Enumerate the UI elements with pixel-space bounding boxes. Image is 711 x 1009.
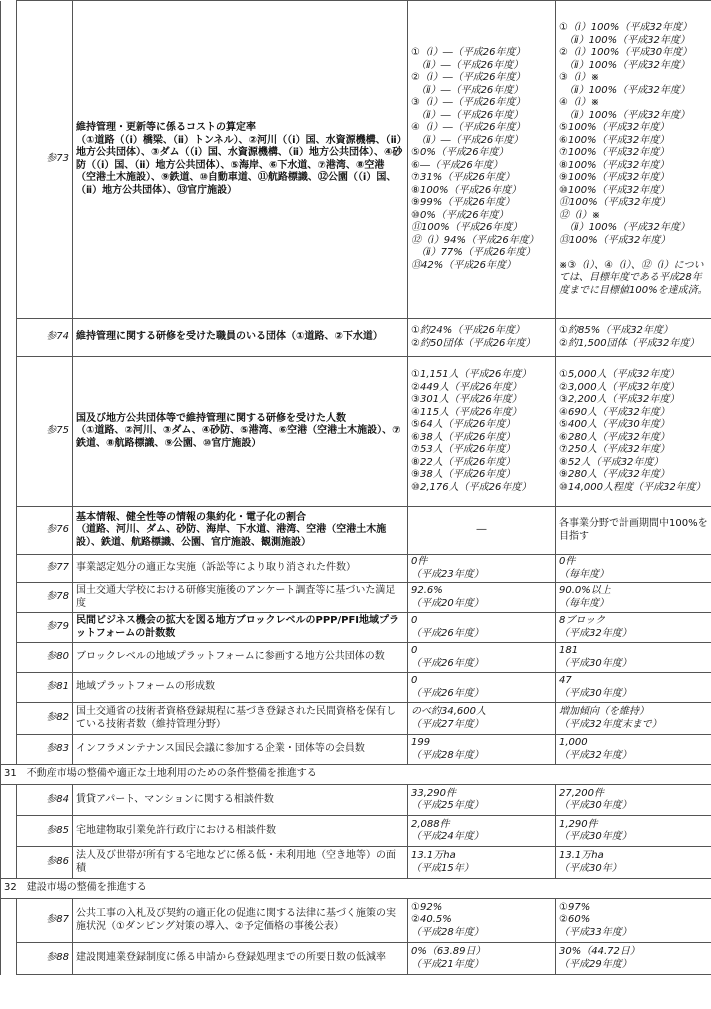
current-value: 92.6% （平成20年度） (408, 583, 556, 613)
item-description: 地域プラットフォームの形成数 (73, 673, 408, 703)
section-row (1, 765, 711, 785)
current-value: 0 （平成26年度） (408, 673, 556, 703)
item-description: 民間ビジネス機会の拡大を図る地方ブロックレベルのPPP/PFI地域プラットフォームの計数数 (73, 613, 408, 643)
current-value: 199 （平成28年度） (408, 735, 556, 765)
current-value: 13.1万ha （平成15年） (408, 847, 556, 879)
table-row (1, 785, 711, 816)
section-title: 31 不動産市場の整備や適正な土地利用のための条件整備を推進する (1, 765, 711, 785)
table-row (1, 899, 711, 943)
indent-cell (1, 943, 17, 975)
indent-cell (1, 613, 17, 643)
item-description: 事業認定処分の適正な実施（訴訟等により取り消された件数） (73, 555, 408, 583)
table-row (1, 943, 711, 975)
item-description-detail: （道路、河川、ダム、砂防、海岸、下水道、港湾、空港（空港土木施設）、鉄道、航路標識、公園、官庁施設、観測施設） (76, 524, 387, 548)
item-number: 参80 (17, 643, 73, 673)
target-value: ①5,000人（平成32年度） ②3,000人（平成32年度） ③2,200人（平成32年度） ④690人（平成32年度） ⑤400人（平成30年度） ⑥280人（平成32年度） ⑦250人（平成32年度） ⑧52人（平成32年度） ⑨280人（平成32年度） ⑩14,000人程度（平成32年度） (556, 357, 711, 507)
target-value: ①約85%（平成32年度） ②約1,500団体（平成32年度） (556, 319, 711, 357)
section-title: 32 建設市場の整備を推進する (1, 879, 711, 899)
indent-cell (1, 703, 17, 735)
item-number: 参81 (17, 673, 73, 703)
indent-cell (1, 319, 17, 357)
current-value: のべ約34,600人 （平成27年度） (408, 703, 556, 735)
indent-cell (1, 555, 17, 583)
item-number: 参77 (17, 555, 73, 583)
indent-cell (1, 643, 17, 673)
target-value: ①97% ②60% （平成33年度） (556, 899, 711, 943)
item-number: 参79 (17, 613, 73, 643)
item-number: 参83 (17, 735, 73, 765)
item-description: 国及び地方公共団体等で維持管理に関する研修を受けた人数 （①道路、②河川、③ダム、④砂防、⑤港湾、⑥空港（空港土木施設）、⑦鉄道、⑧航路標識、⑨公園、⑩官庁施設） (73, 357, 408, 507)
target-value: 181 （平成30年度） (556, 643, 711, 673)
item-description: インフラメンテナンス国民会議に参加する企業・団体等の会員数 (73, 735, 408, 765)
current-value: 0件 （平成23年度） (408, 555, 556, 583)
item-number: 参84 (17, 785, 73, 816)
item-description: ブロックレベルの地域プラットフォームに参画する地方公共団体の数 (73, 643, 408, 673)
indent-cell (1, 673, 17, 703)
table-row (1, 507, 711, 555)
indent-cell (1, 847, 17, 879)
item-description: 建設関連業登録制度に係る申請から登録処理までの所要日数の低減率 (73, 943, 408, 975)
indent-cell (1, 583, 17, 613)
current-value: ①92% ②40.5% （平成28年度） (408, 899, 556, 943)
item-description: 賃貸アパート、マンションに関する相談件数 (73, 785, 408, 816)
item-number: 参75 (17, 357, 73, 507)
item-description: 法人及び世帯が所有する宅地などに係る低・未利用地（空き地等）の面積 (73, 847, 408, 879)
item-number: 参78 (17, 583, 73, 613)
indent-cell (1, 785, 17, 816)
item-description: 維持管理・更新等に係るコストの算定率 （①道路（（ⅰ）橋梁、（ⅱ）トンネル）、②河川（（ⅰ）国、水資源機構、（ⅱ）地方公共団体）、③ダム（（ⅰ）国、水資源機構、（ⅱ）地方公共団体）、④砂防（（ⅰ）国、（ⅱ）地方公共団体）、⑤海岸、⑥下水道、⑦港湾、⑧空港（空港土木施設）、⑨鉄道、⑩自動車道、⑪航路標識、⑫公園（（ⅰ）国、（ⅱ）地方公共団体）、⑬官庁施設） (73, 1, 408, 319)
table-row (1, 1, 711, 319)
indent-cell (1, 1, 17, 319)
current-value: ①約24%（平成26年度） ②約50団体（平成26年度） (408, 319, 556, 357)
item-description-title: 基本情報、健全性等の情報の集約化・電子化の割合 (76, 511, 306, 523)
target-value: ①（ⅰ）100%（平成32年度） （ⅱ）100%（平成32年度） ②（ⅰ）100%（平成30年度） （ⅱ）100%（平成32年度） ③（ⅰ）※ （ⅱ）100%（平成32年度） ④（ⅰ）※ （ⅱ）100%（平成32年度） ⑤100%（平成32年度） ⑥100%（平成32年度） ⑦100%（平成32年度） ⑧100%（平成32年度） ⑨100%（平成32年度） ⑩100%（平成32年度） ⑪100%（平成32年度） ⑫（ⅰ）※ （ⅱ）100%（平成32年度） ⑬100%（平成32年度） ※③（ⅰ）、④（ⅰ）、⑫（ⅰ）については、目標年度である平成28年度までに目標値100%を達成済。 (556, 1, 711, 319)
current-value: 33,290件 （平成25年度） (408, 785, 556, 816)
item-description (73, 507, 408, 555)
table-row (1, 847, 711, 879)
indent-cell (1, 735, 17, 765)
item-description: 国土交通省の技術者資格登録規程に基づき登録された民間資格を保有している技術者数（維持管理分野） (73, 703, 408, 735)
item-number: 参73 (17, 1, 73, 319)
target-value: 0件 （毎年度） (556, 555, 711, 583)
target-value: 13.1万ha （平成30年） (556, 847, 711, 879)
target-value: 8ブロック （平成32年度） (556, 613, 711, 643)
indent-cell (1, 816, 17, 847)
table-row (1, 703, 711, 735)
target-value: 27,200件 （平成30年度） (556, 785, 711, 816)
item-description: 国土交通大学校における研修実施後のアンケート調査等に基づいた満足度 (73, 583, 408, 613)
current-value: ①（ⅰ）―（平成26年度） （ⅱ）―（平成26年度） ②（ⅰ）―（平成26年度） （ⅱ）―（平成26年度） ③（ⅰ）―（平成26年度） （ⅱ）―（平成26年度） ④（ⅰ）―（平成26年度） （ⅱ）―（平成26年度） ⑤0%（平成26年度） ⑥―（平成26年度） ⑦31%（平成26年度） ⑧100%（平成26年度） ⑨99%（平成26年度） ⑩0%（平成26年度） ⑪100%（平成26年度） ⑫（ⅰ）94%（平成26年度） （ⅱ）77%（平成26年度） ⑬42%（平成26年度） (408, 1, 556, 319)
current-value: 0 （平成26年度） (408, 613, 556, 643)
item-number: 参82 (17, 703, 73, 735)
item-number: 参85 (17, 816, 73, 847)
item-number: 参76 (17, 507, 73, 555)
item-number: 参74 (17, 319, 73, 357)
indent-cell (1, 899, 17, 943)
item-number: 参88 (17, 943, 73, 975)
table-row (1, 555, 711, 583)
target-value: 増加傾向（を維持） （平成32年度末まで） (556, 703, 711, 735)
item-description: 宅地建物取引業免許行政庁における相談件数 (73, 816, 408, 847)
target-value: 90.0%以上 （毎年度） (556, 583, 711, 613)
table-row (1, 673, 711, 703)
current-value: 0%（63.89日） （平成21年度） (408, 943, 556, 975)
current-value: 2,088件 （平成24年度） (408, 816, 556, 847)
target-value: 30%（44.72日） （平成29年度） (556, 943, 711, 975)
table-row (1, 357, 711, 507)
item-description: 公共工事の入札及び契約の適正化の促進に関する法律に基づく施策の実施状況（①ダンピング対策の導入、②予定価格の事後公表） (73, 899, 408, 943)
indent-cell (1, 357, 17, 507)
table-row (1, 319, 711, 357)
table-row (1, 613, 711, 643)
table-row (1, 643, 711, 673)
current-value: 0 （平成26年度） (408, 643, 556, 673)
indent-cell (1, 507, 17, 555)
item-description: 維持管理に関する研修を受けた職員のいる団体（①道路、②下水道） (73, 319, 408, 357)
target-value: 47 （平成30年度） (556, 673, 711, 703)
item-number: 参86 (17, 847, 73, 879)
section-row (1, 879, 711, 899)
current-value: ― (408, 507, 556, 555)
item-number: 参87 (17, 899, 73, 943)
table-row (1, 583, 711, 613)
target-value: 1,290件 （平成30年度） (556, 816, 711, 847)
target-value: 各事業分野で計画期間中100%を目指す (556, 507, 711, 555)
table-row (1, 735, 711, 765)
current-value: ①1,151人（平成26年度） ②449人（平成26年度） ③301人（平成26年度） ④115人（平成26年度） ⑤64人（平成26年度） ⑥38人（平成26年度） ⑦53人（平成26年度） ⑧22人（平成26年度） ⑨38人（平成26年度） ⑩2,176人（平成26年度） (408, 357, 556, 507)
target-value: 1,000 （平成32年度） (556, 735, 711, 765)
table-row (1, 816, 711, 847)
